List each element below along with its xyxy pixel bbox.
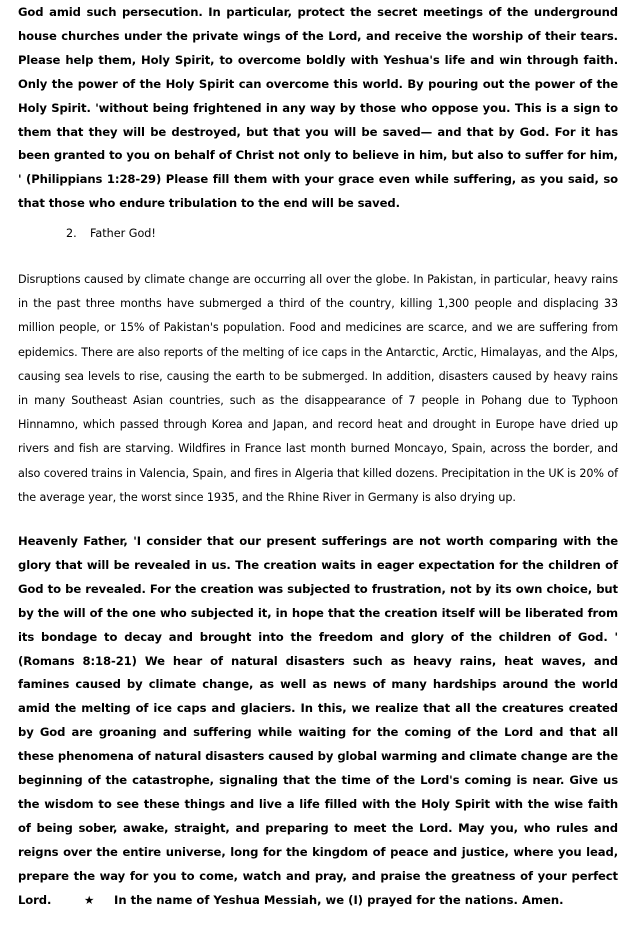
closing-text: In the name of Yeshua Messiah, we (I) prayed for the nations. Amen. <box>114 893 564 907</box>
numbered-heading <box>66 224 156 244</box>
numbered-heading-text: Father God! <box>90 227 156 240</box>
prayer-paragraph-creation: Heavenly Father, 'I consider that our present sufferings are not worth comparing with the glory that will be revealed in us. The creation waits in eager expectation for the children of God to be revealed. For the creation was subjected to frustration, not by its own choice, but by the will of the one who subjected it, in hope that the creation itself will be liberated from its bondage to decay and brought into the freedom and glory of the children of God. ' (Romans 8:18-21) We hear of natural disasters such as heavy rains, heat waves, and famines caused by climate change, as well as news of many hardships around the world amid the melting of ice caps and glaciers. In this, we realize that all the creatures created by God are groaning and suffering while waiting for the coming of the Lord and that all these phenomena of natural disasters caused by global warming and climate change are the beginning of the catastrophe, signaling that the time of the Lord's coming is near. Give us the wisdom to see these things and live a life filled with the Holy Spirit with the wise faith of being sober, awake, straight, and preparing to meet the Lord. May you, who rules and reigns over the entire universe, long for the kingdom of peace and justice, where you lead, prepare the way for you to come, watch and pray, and praise the greatness of your perfect Lord. <box>18 534 618 907</box>
closing-line <box>84 890 564 910</box>
list-number: 2. <box>66 227 77 240</box>
prayer-paragraph-persecution: God amid such persecution. In particular, protect the secret meetings of the underground house churches under the private wings of the Lord, and receive the worship of their tears. Please help them, Holy Spirit, to overcome boldly with Yeshua's life and win through faith. Only the power of the Holy Spirit can overcome this world. By pouring out the power of the Holy Spirit. 'without being frightened in any way by those who oppose you. This is a sign to them that they will be destroyed, but that you will be saved— and that by God. For it has been granted to you on behalf of Christ not only to believe in him, but also to suffer for him, ' (Philippians 1:28-29) Please fill them with your grace even while suffering, as you said, so that those who endure tribulation to the end will be saved. <box>18 5 618 211</box>
climate-change-paragraph: Disruptions caused by climate change are occurring all over the globe. In Pakistan, in particular, heavy rains in the past three months have submerged a third of the country, killing 1,300 people and displacing 33 million people, or 15% of Pakistan's population. Food and medicines are scarce, and we are suffering from epidemics. There are also reports of the melting of ice caps in the Antarctic, Arctic, Himalayas, and the Alps, causing sea levels to rise, causing the earth to be submerged. In addition, disasters caused by heavy rains in many Southeast Asian countries, such as the disappearance of 7 people in Pohang due to Typhoon Hinnamno, which passed through Korea and Japan, and record heat and drought in Europe have dried up rivers and fish are starving. Wildfires in France last month burned Moncayo, Spain, across the border, and also covered trains in Valencia, Spain, and fires in Algeria that killed dozens. Precipitation in the UK is 20% of the average year, the worst since 1935, and the Rhine River in Germany is also drying up. <box>18 273 618 504</box>
star-icon: ★ <box>84 893 95 907</box>
